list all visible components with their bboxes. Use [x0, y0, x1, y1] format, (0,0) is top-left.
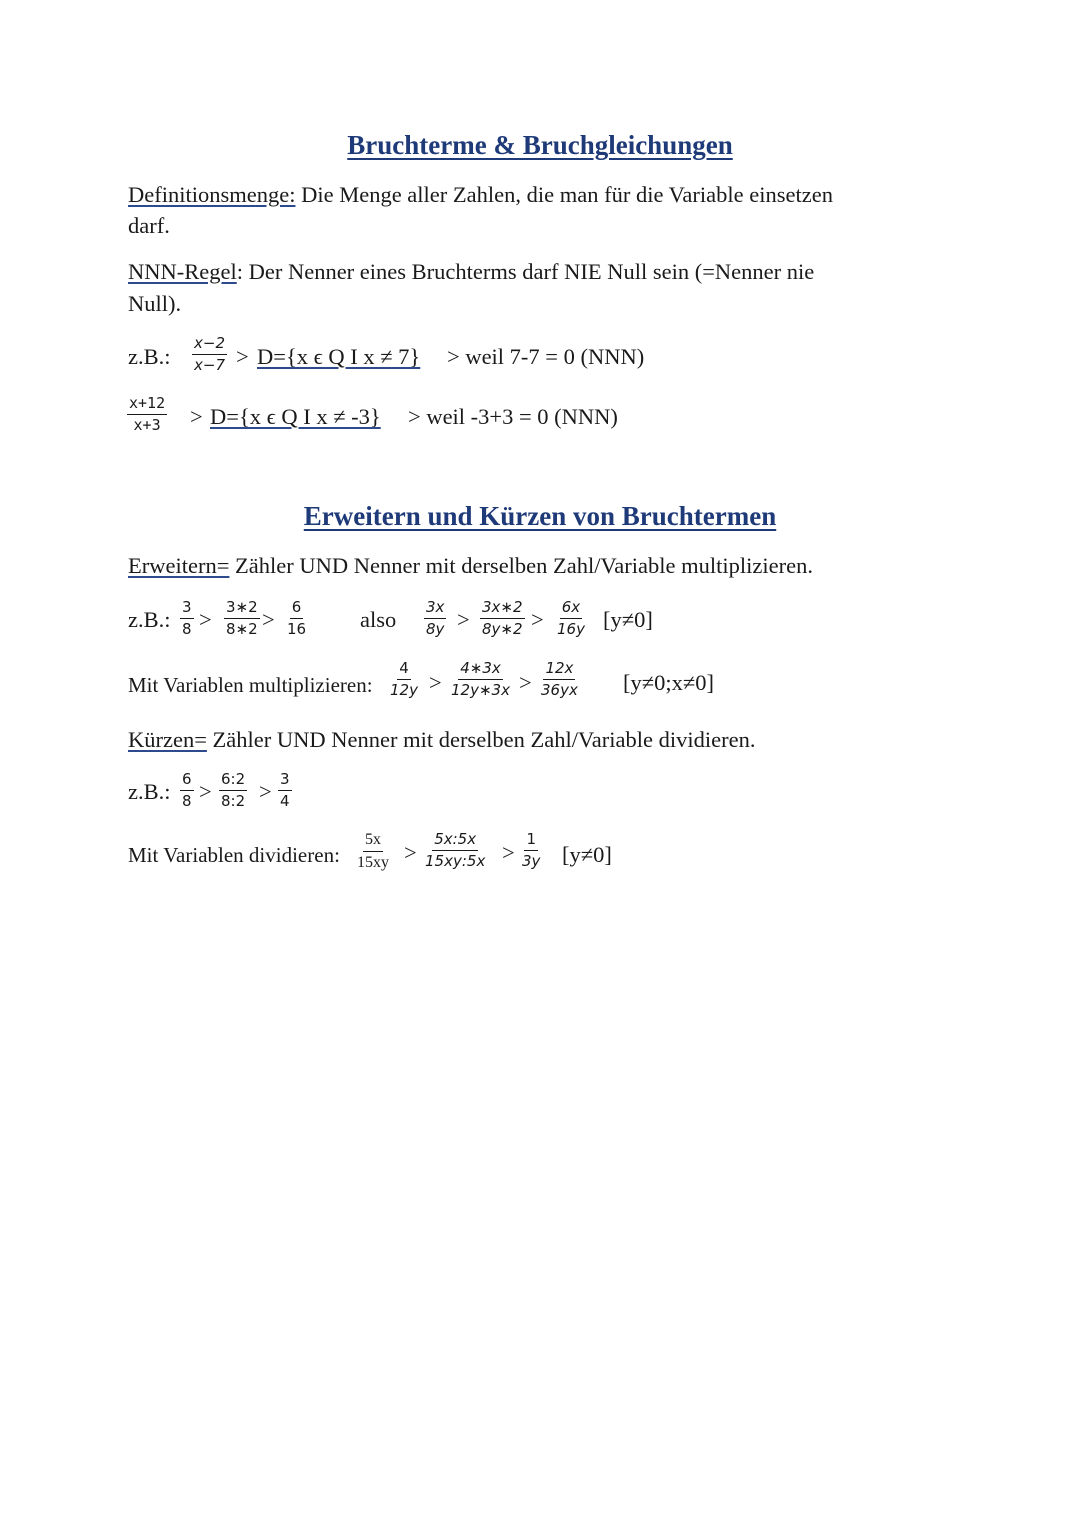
erweitern-fraction-2-den: 8∗2: [226, 620, 258, 638]
dividieren-condition: [y≠0]: [562, 842, 612, 867]
kuerzen-fraction-3: [278, 772, 292, 809]
example2-domain: D={x ϵ Q I x ≠ -3}: [210, 404, 381, 429]
nnn-regel-text: : Der Nenner eines Bruchterms darf NIE Null sein (=Nenner nie: [236, 259, 815, 284]
example2-denominator: x+3: [133, 416, 161, 434]
erweitern-arrow-2: >: [262, 607, 275, 632]
erweitern-fraction-6: [557, 600, 585, 637]
multiplizieren-label: Mit Variablen multiplizieren:: [128, 673, 373, 697]
dividieren-fraction-3-den: 3y: [522, 852, 541, 870]
example2-numerator: x+12: [127, 396, 167, 415]
example2-fraction: [127, 396, 167, 433]
kuerzen-text: Zähler UND Nenner mit derselben Zahl/Variable dividieren.: [206, 727, 756, 752]
erweitern-fraction-4-num: 3x: [424, 600, 446, 619]
multiplizieren-fraction-1-den: 12y: [390, 681, 418, 699]
multiplizieren-fraction-3: [541, 661, 578, 698]
example2-arrow: >: [190, 404, 203, 429]
kuerzen-arrow-2: >: [259, 779, 272, 804]
definitionsmenge-line: [128, 182, 833, 208]
example1-denominator: x−7: [194, 356, 225, 374]
erweitern-fraction-1-den: 8: [182, 620, 192, 638]
kuerzen-fraction-3-den: 4: [280, 792, 290, 810]
multiplizieren-arrow-1: >: [429, 670, 442, 695]
kuerzen-arrow-1: >: [199, 779, 212, 804]
dividieren-fraction-2-num: 5x:5x: [432, 832, 478, 851]
kuerzen-label: Kürzen=: [128, 727, 207, 752]
nnn-regel-label: NNN-Regel: [128, 259, 237, 284]
erweitern-fraction-1: [180, 600, 194, 637]
example1-fraction: [192, 336, 227, 373]
multiplizieren-fraction-2-den: 12y∗3x: [451, 681, 510, 699]
example1-reason: > weil 7-7 = 0 (NNN): [447, 344, 645, 369]
example1-numerator: x−2: [192, 336, 227, 355]
dividieren-fraction-1: [357, 832, 389, 871]
nnn-regel-line: [128, 259, 814, 285]
kuerzen-fraction-1-den: 8: [182, 792, 192, 810]
erweitern-text: Zähler UND Nenner mit derselben Zahl/Variable multiplizieren.: [229, 553, 813, 578]
erweitern-fraction-3-den: 16: [287, 620, 307, 638]
erweitern-condition: [y≠0]: [603, 607, 653, 632]
erweitern-fraction-4: [424, 600, 446, 637]
erweitern-arrow-4: >: [531, 607, 544, 632]
erweitern-line: [128, 553, 813, 579]
kuerzen-example-prefix: z.B.:: [128, 779, 171, 804]
erweitern-fraction-2: [224, 600, 260, 637]
erweitern-fraction-1-num: 3: [180, 600, 194, 619]
multiplizieren-condition: [y≠0;x≠0]: [623, 670, 714, 695]
dividieren-fraction-3-num: 1: [524, 832, 538, 851]
dividieren-fraction-1-num: 5x: [363, 832, 383, 852]
erweitern-fraction-5: [480, 600, 525, 637]
multiplizieren-arrow-2: >: [519, 670, 532, 695]
erweitern-fraction-5-den: 8y∗2: [482, 620, 523, 638]
multiplizieren-fraction-1: [390, 661, 418, 698]
kuerzen-fraction-3-num: 3: [278, 772, 292, 791]
nnn-regel-text-cont: Null).: [128, 291, 182, 316]
erweitern-fraction-6-den: 16y: [557, 620, 585, 638]
kuerzen-fraction-2-num: 6:2: [219, 772, 247, 791]
kuerzen-line: [128, 727, 755, 753]
dividieren-arrow-2: >: [502, 840, 515, 865]
erweitern-fraction-6-num: 6x: [560, 600, 582, 619]
dividieren-fraction-2: [425, 832, 485, 869]
multiplizieren-fraction-3-num: 12x: [543, 661, 575, 680]
erweitern-fraction-4-den: 8y: [426, 620, 445, 638]
example1-arrow: >: [236, 344, 249, 369]
erweitern-fraction-5-num: 3x∗2: [480, 600, 525, 619]
dividieren-fraction-1-den: 15xy: [357, 854, 389, 871]
definitionsmenge-text-cont: darf.: [128, 213, 170, 238]
definitionsmenge-label: Definitionsmenge:: [128, 182, 296, 207]
multiplizieren-fraction-2-num: 4∗3x: [458, 661, 503, 680]
definitionsmenge-text: Die Menge aller Zahlen, die man für die Variable einsetzen: [295, 182, 833, 207]
multiplizieren-fraction-2: [451, 661, 510, 698]
dividieren-fraction-3: [522, 832, 540, 869]
kuerzen-fraction-1: [180, 772, 194, 809]
erweitern-also: also: [360, 607, 397, 632]
erweitern-fraction-2-num: 3∗2: [224, 600, 260, 619]
erweitern-arrow-1: >: [199, 607, 212, 632]
erweitern-label: Erweitern=: [128, 553, 230, 578]
dividieren-arrow-1: >: [404, 840, 417, 865]
example1-domain: D={x ϵ Q I x ≠ 7}: [257, 344, 421, 369]
multiplizieren-fraction-3-den: 36yx: [541, 681, 578, 699]
section-title-bruchterme: Bruchterme & Bruchgleichungen: [347, 130, 733, 160]
multiplizieren-fraction-1-num: 4: [397, 661, 411, 680]
kuerzen-fraction-2-den: 8:2: [221, 792, 246, 810]
kuerzen-fraction-2: [219, 772, 247, 809]
dividieren-fraction-2-den: 15xy:5x: [425, 852, 486, 870]
erweitern-fraction-3: [287, 600, 306, 637]
example2-reason: > weil -3+3 = 0 (NNN): [408, 404, 618, 429]
example1-prefix: z.B.:: [128, 344, 171, 369]
section-title-erweitern-kuerzen: Erweitern und Kürzen von Bruchtermen: [303, 501, 777, 531]
dividieren-label: Mit Variablen dividieren:: [128, 843, 340, 867]
kuerzen-fraction-1-num: 6: [180, 772, 194, 791]
erweitern-fraction-3-num: 6: [290, 600, 304, 619]
erweitern-example-prefix: z.B.:: [128, 607, 171, 632]
erweitern-arrow-3: >: [457, 607, 470, 632]
